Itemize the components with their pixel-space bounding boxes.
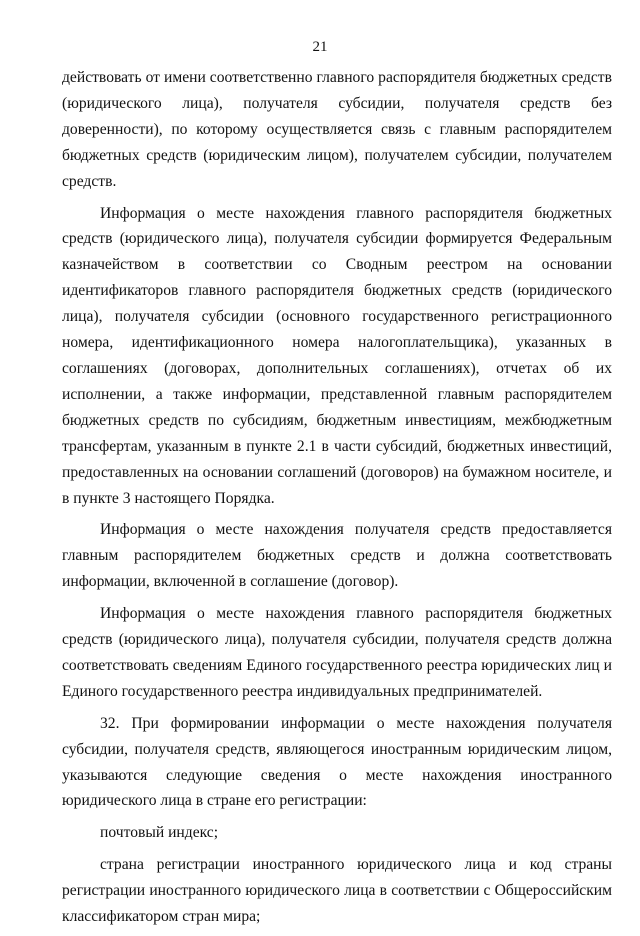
page-number: 21 [312, 39, 328, 55]
paragraph-continuation: действовать от имени соответственно главного распорядителя бюджетных средств (юридического лица), получателя субсидии, получателя средств без доверенности), по которому осуществляется связь с главным распорядителем бюджетных средств (юридическим лицом), получателем субсидии, получателем средств. [62, 69, 612, 190]
paragraph-item-32: 32. При формировании информации о месте нахождения получателя субсидии, получателя средств, являющегося иностранным юридическим лицом, указываются следующие сведения о месте нахождения иностранного юридического лица в стране его регистрации: [62, 714, 612, 810]
paragraph-recipient-location-info: Информация о месте нахождения получателя средств предоставляется главным распорядителем бюджетных средств и должна соответствовать информации, включенной в соглашение (договор). [62, 521, 612, 591]
document-body [62, 65, 612, 936]
paragraph-location-info-formation: Информация о месте нахождения главного распорядителя бюджетных средств (юридического лица), получателя субсидии формируется Федеральным казначейством в соответствии со Сводным реестром на основании идентификаторов главного распорядителя бюджетных средств (юридического лица), получателя субсидии (основного государственного регистрационного номера, идентификационного номера налогоплательщика), указанных в соглашениях (договорах, дополнительных соглашениях), отчетах об их исполнении, а также информации, представленной главным распорядителем бюджетных средств по субсидиям, бюджетным инвестициям, межбюджетным трансфертам, указанным в пункте 2.1 в части субсидий, бюджетных инвестиций, предоставленных на основании соглашений (договоров) на бумажном носителе, и в пункте 3 настоящего Порядка. [62, 204, 612, 507]
paragraph-postal-code: почтовый индекс; [100, 824, 219, 842]
paragraph-country-registration: страна регистрации иностранного юридического лица и код страны регистрации иностранного юридического лица в соответствии с Общероссийским классификатором стран мира; [62, 856, 612, 926]
paragraph-registry-compliance: Информация о месте нахождения главного распорядителя бюджетных средств (юридического лица), получателя субсидии, получателя средств должна соответствовать сведениям Единого государственного реестра юридических лиц и Единого государственного реестра индивидуальных предпринимателей. [62, 605, 612, 700]
